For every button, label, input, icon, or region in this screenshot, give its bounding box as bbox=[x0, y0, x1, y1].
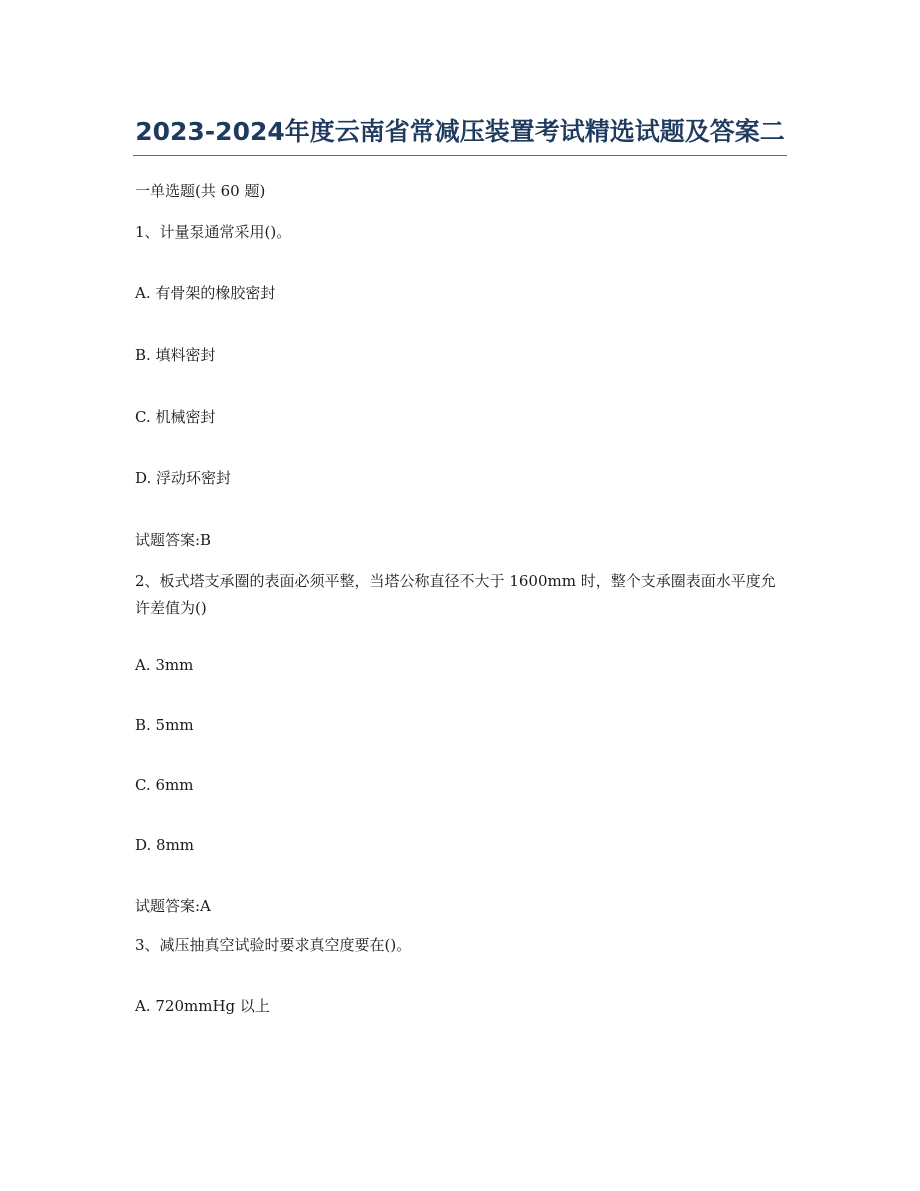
option-b: B. 填料密封 bbox=[135, 346, 216, 364]
document-title: 2023-2024年度云南省常减压装置考试精选试题及答案二 bbox=[135, 117, 785, 146]
option-c: C. 6mm bbox=[135, 776, 194, 794]
option-c: C. 机械密封 bbox=[135, 408, 216, 426]
question-stem: 2、板式塔支承圈的表面必须平整，当塔公称直径不大于 1600mm 时，整个支承圈表面水平度允许差值为() bbox=[135, 572, 776, 617]
option-d: D. 8mm bbox=[135, 836, 195, 854]
option-d: D. 浮动环密封 bbox=[135, 469, 232, 487]
option-a: A. 720mmHg 以上 bbox=[135, 997, 270, 1015]
question-stem: 3、减压抽真空试验时要求真空度要在()。 bbox=[135, 936, 412, 954]
option-a: A. 3mm bbox=[135, 656, 194, 674]
option-a: A. 有骨架的橡胶密封 bbox=[135, 284, 276, 302]
answer-line: 试题答案:A bbox=[135, 897, 211, 915]
title-underline bbox=[133, 155, 787, 156]
question-stem: 1、计量泵通常采用()。 bbox=[135, 223, 292, 241]
section-header: 一单选题(共 60 题) bbox=[135, 182, 266, 200]
option-b: B. 5mm bbox=[135, 716, 194, 734]
answer-line: 试题答案:B bbox=[135, 531, 212, 549]
